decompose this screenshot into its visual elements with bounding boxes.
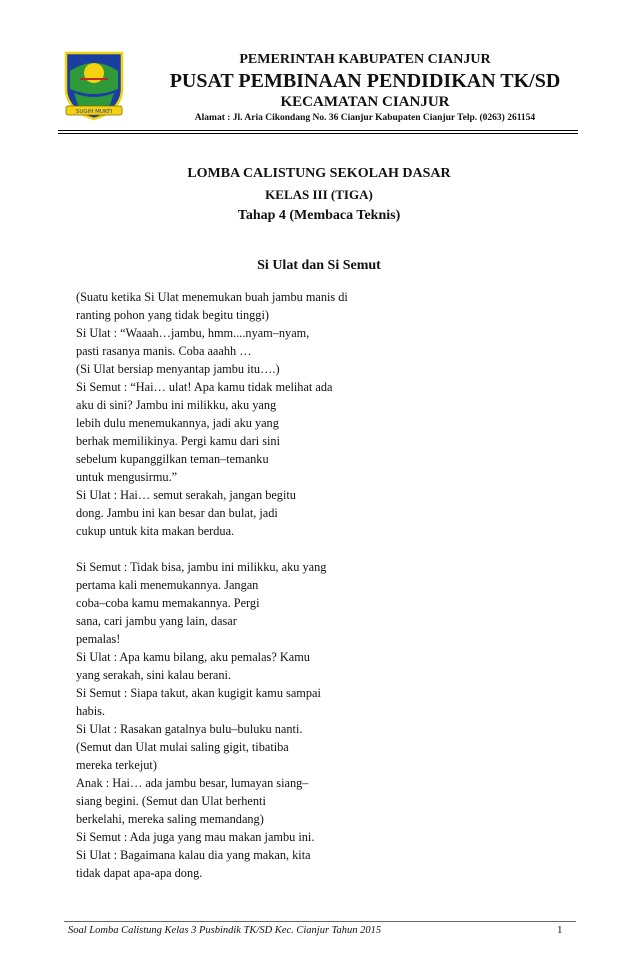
story-line: dong. Jambu ini kan besar dan bulat, jadi [76, 506, 278, 520]
footer-text: Soal Lomba Calistung Kelas 3 Pusbindik TK/SD Kec. Cianjur Tahun 2015 [68, 925, 382, 936]
story-line: pemalas! [76, 632, 121, 646]
story-line: tidak dapat apa-apa dong. [76, 866, 203, 880]
story-line: siang begini. (Semut dan Ulat berhenti [76, 794, 266, 808]
story-line: Si Ulat : Rasakan gatalnya bulu–buluku nanti. [76, 722, 303, 736]
story-line: (Semut dan Ulat mulai saling gigit, tibatiba [76, 740, 289, 754]
stage-title: Tahap 4 (Membaca Teknis) [237, 208, 401, 223]
header-government: PEMERINTAH KABUPATEN CIANJUR [239, 52, 491, 67]
regency-emblem-logo [60, 49, 128, 121]
story-line: Si Semut : Siapa takut, akan kugigit kamu sampai [76, 686, 321, 700]
story-line: mereka terkejut) [76, 758, 157, 772]
story-line [76, 540, 348, 558]
story-line: Si Ulat : “Waaah…jambu, hmm....nyam–nyam, [76, 326, 310, 340]
story-line: berkelahi, mereka saling memandang) [76, 812, 264, 826]
story-line: berhak memilikinya. Pergi kamu dari sini [76, 434, 280, 448]
story-line: cukup untuk kita makan berdua. [76, 524, 235, 538]
story-line: aku di sini? Jambu ini milikku, aku yang [76, 398, 277, 412]
contest-title: LOMBA CALISTUNG SEKOLAH DASAR [187, 166, 451, 181]
footer-rule [64, 921, 576, 922]
story-line: Si Ulat : Bagaimana kalau dia yang makan, kita [76, 848, 311, 862]
header-institution: PUSAT PEMBINAAN PENDIDIKAN TK/SD [169, 70, 561, 92]
story-line: lebih dulu menemukannya, jadi aku yang [76, 416, 279, 430]
story-body [76, 288, 348, 882]
page-number: 1 [557, 924, 563, 936]
story-line: untuk mengusirmu.” [76, 470, 178, 484]
header-address: Alamat : Jl. Aria Cikondang No. 36 Cianjur Kabupaten Cianjur Telp. (0263) 261154 [194, 113, 536, 123]
header-district: KECAMATAN CIANJUR [280, 94, 450, 110]
story-line: Si Semut : Ada juga yang mau makan jambu ini. [76, 830, 315, 844]
grade-title: KELAS III (TIGA) [265, 187, 373, 202]
story-line: Si Ulat : Hai… semut serakah, jangan begitu [76, 488, 296, 502]
story-line: Si Ulat : Apa kamu bilang, aku pemalas? Kamu [76, 650, 310, 664]
story-line: coba–coba kamu memakannya. Pergi [76, 596, 260, 610]
story-line: pertama kali menemukannya. Jangan [76, 578, 259, 592]
header-rule-thin [58, 133, 578, 134]
header-rule-thick [58, 130, 578, 131]
story-title: Si Ulat dan Si Semut [257, 258, 381, 273]
story-line: sana, cari jambu yang lain, dasar [76, 614, 237, 628]
story-line: habis. [76, 704, 106, 718]
story-line: sebelum kupanggilkan teman–temanku [76, 452, 269, 466]
story-line: Anak : Hai… ada jambu besar, lumayan siang– [76, 776, 309, 790]
svg-text:SUGIH MUKTI: SUGIH MUKTI [75, 109, 113, 115]
story-line: Si Semut : Tidak bisa, jambu ini milikku, aku yang [76, 560, 327, 574]
story-line: Si Semut : “Hai… ulat! Apa kamu tidak melihat ada [76, 380, 333, 394]
story-line: yang serakah, sini kalau berani. [76, 668, 232, 682]
story-line: (Suatu ketika Si Ulat menemukan buah jambu manis di [76, 290, 348, 304]
story-line: pasti rasanya manis. Coba aaahh … [76, 344, 252, 358]
story-line: (Si Ulat bersiap menyantap jambu itu….) [76, 362, 280, 376]
story-line: ranting pohon yang tidak begitu tinggi) [76, 308, 269, 322]
